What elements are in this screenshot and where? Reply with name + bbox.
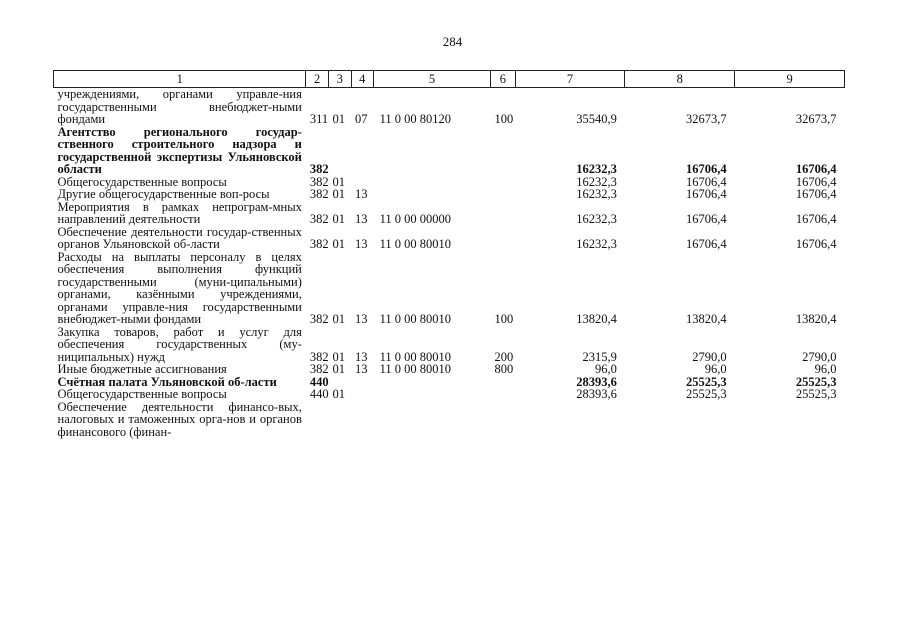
row-value-1: 35540,9 bbox=[576, 112, 617, 126]
header-row bbox=[54, 71, 845, 88]
table-row bbox=[54, 326, 845, 364]
header-col-5: 5 bbox=[374, 71, 491, 88]
row-pr: 07 bbox=[355, 112, 368, 126]
row-ved: 382 bbox=[309, 362, 329, 376]
row-expense-type bbox=[491, 388, 516, 401]
row-expense-type: 100 bbox=[494, 312, 514, 326]
row-value-3: 16706,4 bbox=[795, 237, 837, 251]
row-value-1 bbox=[515, 401, 625, 439]
row-name: Обеспечение деятельности государ-ственных органов Ульяновской об-ласти bbox=[57, 224, 302, 251]
row-expense-type bbox=[491, 176, 516, 189]
row-rz: 01 bbox=[332, 387, 345, 401]
row-value-1: 13820,4 bbox=[576, 312, 617, 326]
row-ved: 382 bbox=[309, 237, 329, 251]
row-ved: 382 bbox=[309, 349, 329, 364]
row-expense-type: 100 bbox=[494, 112, 514, 126]
row-ved: 382 bbox=[309, 187, 329, 201]
header-col-1: 1 bbox=[54, 71, 306, 88]
row-ved: 311 bbox=[309, 112, 329, 126]
row-expense-type bbox=[491, 401, 516, 439]
table-row bbox=[54, 363, 845, 376]
row-value-2: 16706,4 bbox=[686, 174, 727, 189]
row-target-article: 11 0 00 80010 bbox=[379, 349, 451, 364]
row-expense-type: 800 bbox=[494, 362, 514, 376]
row-name: Другие общегосударственные воп-росы bbox=[57, 187, 270, 201]
row-name: Общегосударственные вопросы bbox=[57, 387, 227, 401]
row-rz: 01 bbox=[332, 362, 345, 376]
row-expense-type bbox=[491, 201, 516, 226]
header-col-7: 7 bbox=[515, 71, 625, 88]
row-value-2: 32673,7 bbox=[686, 112, 727, 126]
row-value-3: 25525,3 bbox=[795, 374, 837, 389]
row-value-1: 16232,3 bbox=[576, 237, 617, 251]
row-rz bbox=[328, 126, 351, 176]
row-value-2: 13820,4 bbox=[686, 312, 727, 326]
row-pr: 13 bbox=[355, 362, 368, 376]
row-rz: 01 bbox=[332, 237, 345, 251]
row-value-1: 16232,3 bbox=[576, 212, 617, 226]
row-name: Мероприятия в рамках непрограм-мных направлений деятельности bbox=[57, 199, 302, 226]
row-rz: 01 bbox=[332, 349, 345, 364]
row-pr bbox=[351, 401, 374, 439]
page-number: 284 bbox=[442, 34, 463, 49]
row-value-3: 96,0 bbox=[814, 362, 837, 376]
row-value-2: 25525,3 bbox=[686, 387, 727, 401]
row-pr bbox=[351, 126, 374, 176]
row-value-2: 2790,0 bbox=[692, 349, 727, 364]
row-rz: 01 bbox=[332, 112, 345, 126]
row-expense-type: 200 bbox=[494, 349, 514, 364]
row-pr: 13 bbox=[355, 237, 368, 251]
table-row bbox=[54, 201, 845, 226]
header-col-8: 8 bbox=[625, 71, 735, 88]
row-target-article: 11 0 00 00000 bbox=[379, 212, 451, 226]
row-value-1: 28393,6 bbox=[576, 374, 617, 389]
budget-table bbox=[53, 70, 845, 438]
table-row bbox=[54, 126, 845, 176]
row-value-2 bbox=[625, 401, 735, 439]
row-value-1: 16232,3 bbox=[576, 187, 617, 201]
row-name: Агентство регионального государ-ственного строительного надзора и государственной экспертизы Ульяновской области bbox=[57, 124, 302, 176]
row-name: Расходы на выплаты персоналу в целях обеспечения выполнения функций государственными (муни-ципальными) органами, казёнными учреждениями, органами управле-ния государственными внебюджет-ными фондами bbox=[57, 249, 302, 326]
header-col-9: 9 bbox=[735, 71, 845, 88]
row-name: Общегосударственные вопросы bbox=[57, 174, 227, 189]
row-value-2: 16706,4 bbox=[686, 237, 727, 251]
row-ved: 382 bbox=[309, 312, 329, 326]
row-name: Счётная палата Ульяновской об-ласти bbox=[57, 374, 277, 389]
row-ved bbox=[306, 401, 329, 439]
row-expense-type bbox=[491, 226, 516, 251]
row-ved: 440 bbox=[309, 374, 329, 389]
row-target-article: 11 0 00 80010 bbox=[379, 312, 451, 326]
row-value-3: 16706,4 bbox=[795, 162, 837, 176]
row-value-3: 16706,4 bbox=[795, 212, 837, 226]
row-value-2: 25525,3 bbox=[686, 374, 727, 389]
row-value-3: 16706,4 bbox=[795, 174, 837, 189]
row-name: учреждениями, органами управле-ния государственными внебюджет-ными фондами bbox=[57, 87, 302, 126]
row-value-3: 2790,0 bbox=[802, 349, 837, 364]
row-pr: 13 bbox=[355, 212, 368, 226]
row-value-1: 96,0 bbox=[595, 362, 617, 376]
row-ved: 382 bbox=[309, 162, 329, 176]
row-rz: 01 bbox=[332, 212, 345, 226]
row-rz: 01 bbox=[332, 187, 345, 201]
row-rz: 01 bbox=[332, 312, 345, 326]
table-row bbox=[54, 226, 845, 251]
header-col-4: 4 bbox=[351, 71, 374, 88]
row-rz: 01 bbox=[332, 174, 345, 189]
row-value-3 bbox=[735, 401, 845, 439]
row-ved: 382 bbox=[309, 174, 329, 189]
row-ved: 382 bbox=[309, 212, 329, 226]
row-value-1: 16232,3 bbox=[576, 162, 617, 176]
row-ved: 440 bbox=[309, 387, 329, 401]
row-target-article bbox=[374, 401, 491, 439]
row-pr: 13 bbox=[355, 312, 368, 326]
row-rz bbox=[328, 401, 351, 439]
table-row bbox=[54, 88, 845, 126]
row-value-2: 96,0 bbox=[704, 362, 727, 376]
row-value-1: 2315,9 bbox=[582, 349, 617, 364]
table-row bbox=[54, 251, 845, 326]
row-name: Закупка товаров, работ и услуг для обеспечения государственных (му-ниципальных) нужд bbox=[57, 324, 302, 364]
row-expense-type bbox=[491, 126, 516, 176]
row-name: Иные бюджетные ассигнования bbox=[57, 362, 227, 376]
header-col-3: 3 bbox=[328, 71, 351, 88]
row-value-3: 13820,4 bbox=[795, 312, 837, 326]
header-col-6: 6 bbox=[491, 71, 516, 88]
row-pr: 13 bbox=[355, 349, 368, 364]
row-target-article bbox=[374, 126, 491, 176]
row-target-article bbox=[374, 376, 491, 389]
row-pr bbox=[351, 376, 374, 389]
row-value-1: 16232,3 bbox=[576, 174, 617, 189]
row-target-article: 11 0 00 80010 bbox=[379, 362, 451, 376]
row-target-article bbox=[374, 388, 491, 401]
row-target-article: 11 0 00 80120 bbox=[379, 112, 451, 126]
row-value-2: 16706,4 bbox=[686, 187, 727, 201]
row-target-article bbox=[374, 176, 491, 189]
row-value-3: 32673,7 bbox=[795, 112, 837, 126]
table-row bbox=[54, 388, 845, 401]
row-value-2: 16706,4 bbox=[686, 162, 727, 176]
row-value-2: 16706,4 bbox=[686, 212, 727, 226]
table-row bbox=[54, 401, 845, 439]
row-target-article: 11 0 00 80010 bbox=[379, 237, 451, 251]
row-pr bbox=[351, 388, 374, 401]
row-expense-type bbox=[491, 188, 516, 201]
row-value-3: 16706,4 bbox=[795, 187, 837, 201]
row-name: Обеспечение деятельности финансо-вых, налоговых и таможенных орга-нов и органов финансового (финан- bbox=[57, 399, 302, 439]
row-pr: 13 bbox=[355, 187, 368, 201]
table-row bbox=[54, 188, 845, 201]
header-col-2: 2 bbox=[306, 71, 329, 88]
row-value-1: 28393,6 bbox=[576, 387, 617, 401]
row-value-3: 25525,3 bbox=[795, 387, 837, 401]
table-body bbox=[54, 88, 845, 439]
row-expense-type bbox=[491, 376, 516, 389]
row-target-article bbox=[374, 188, 491, 201]
